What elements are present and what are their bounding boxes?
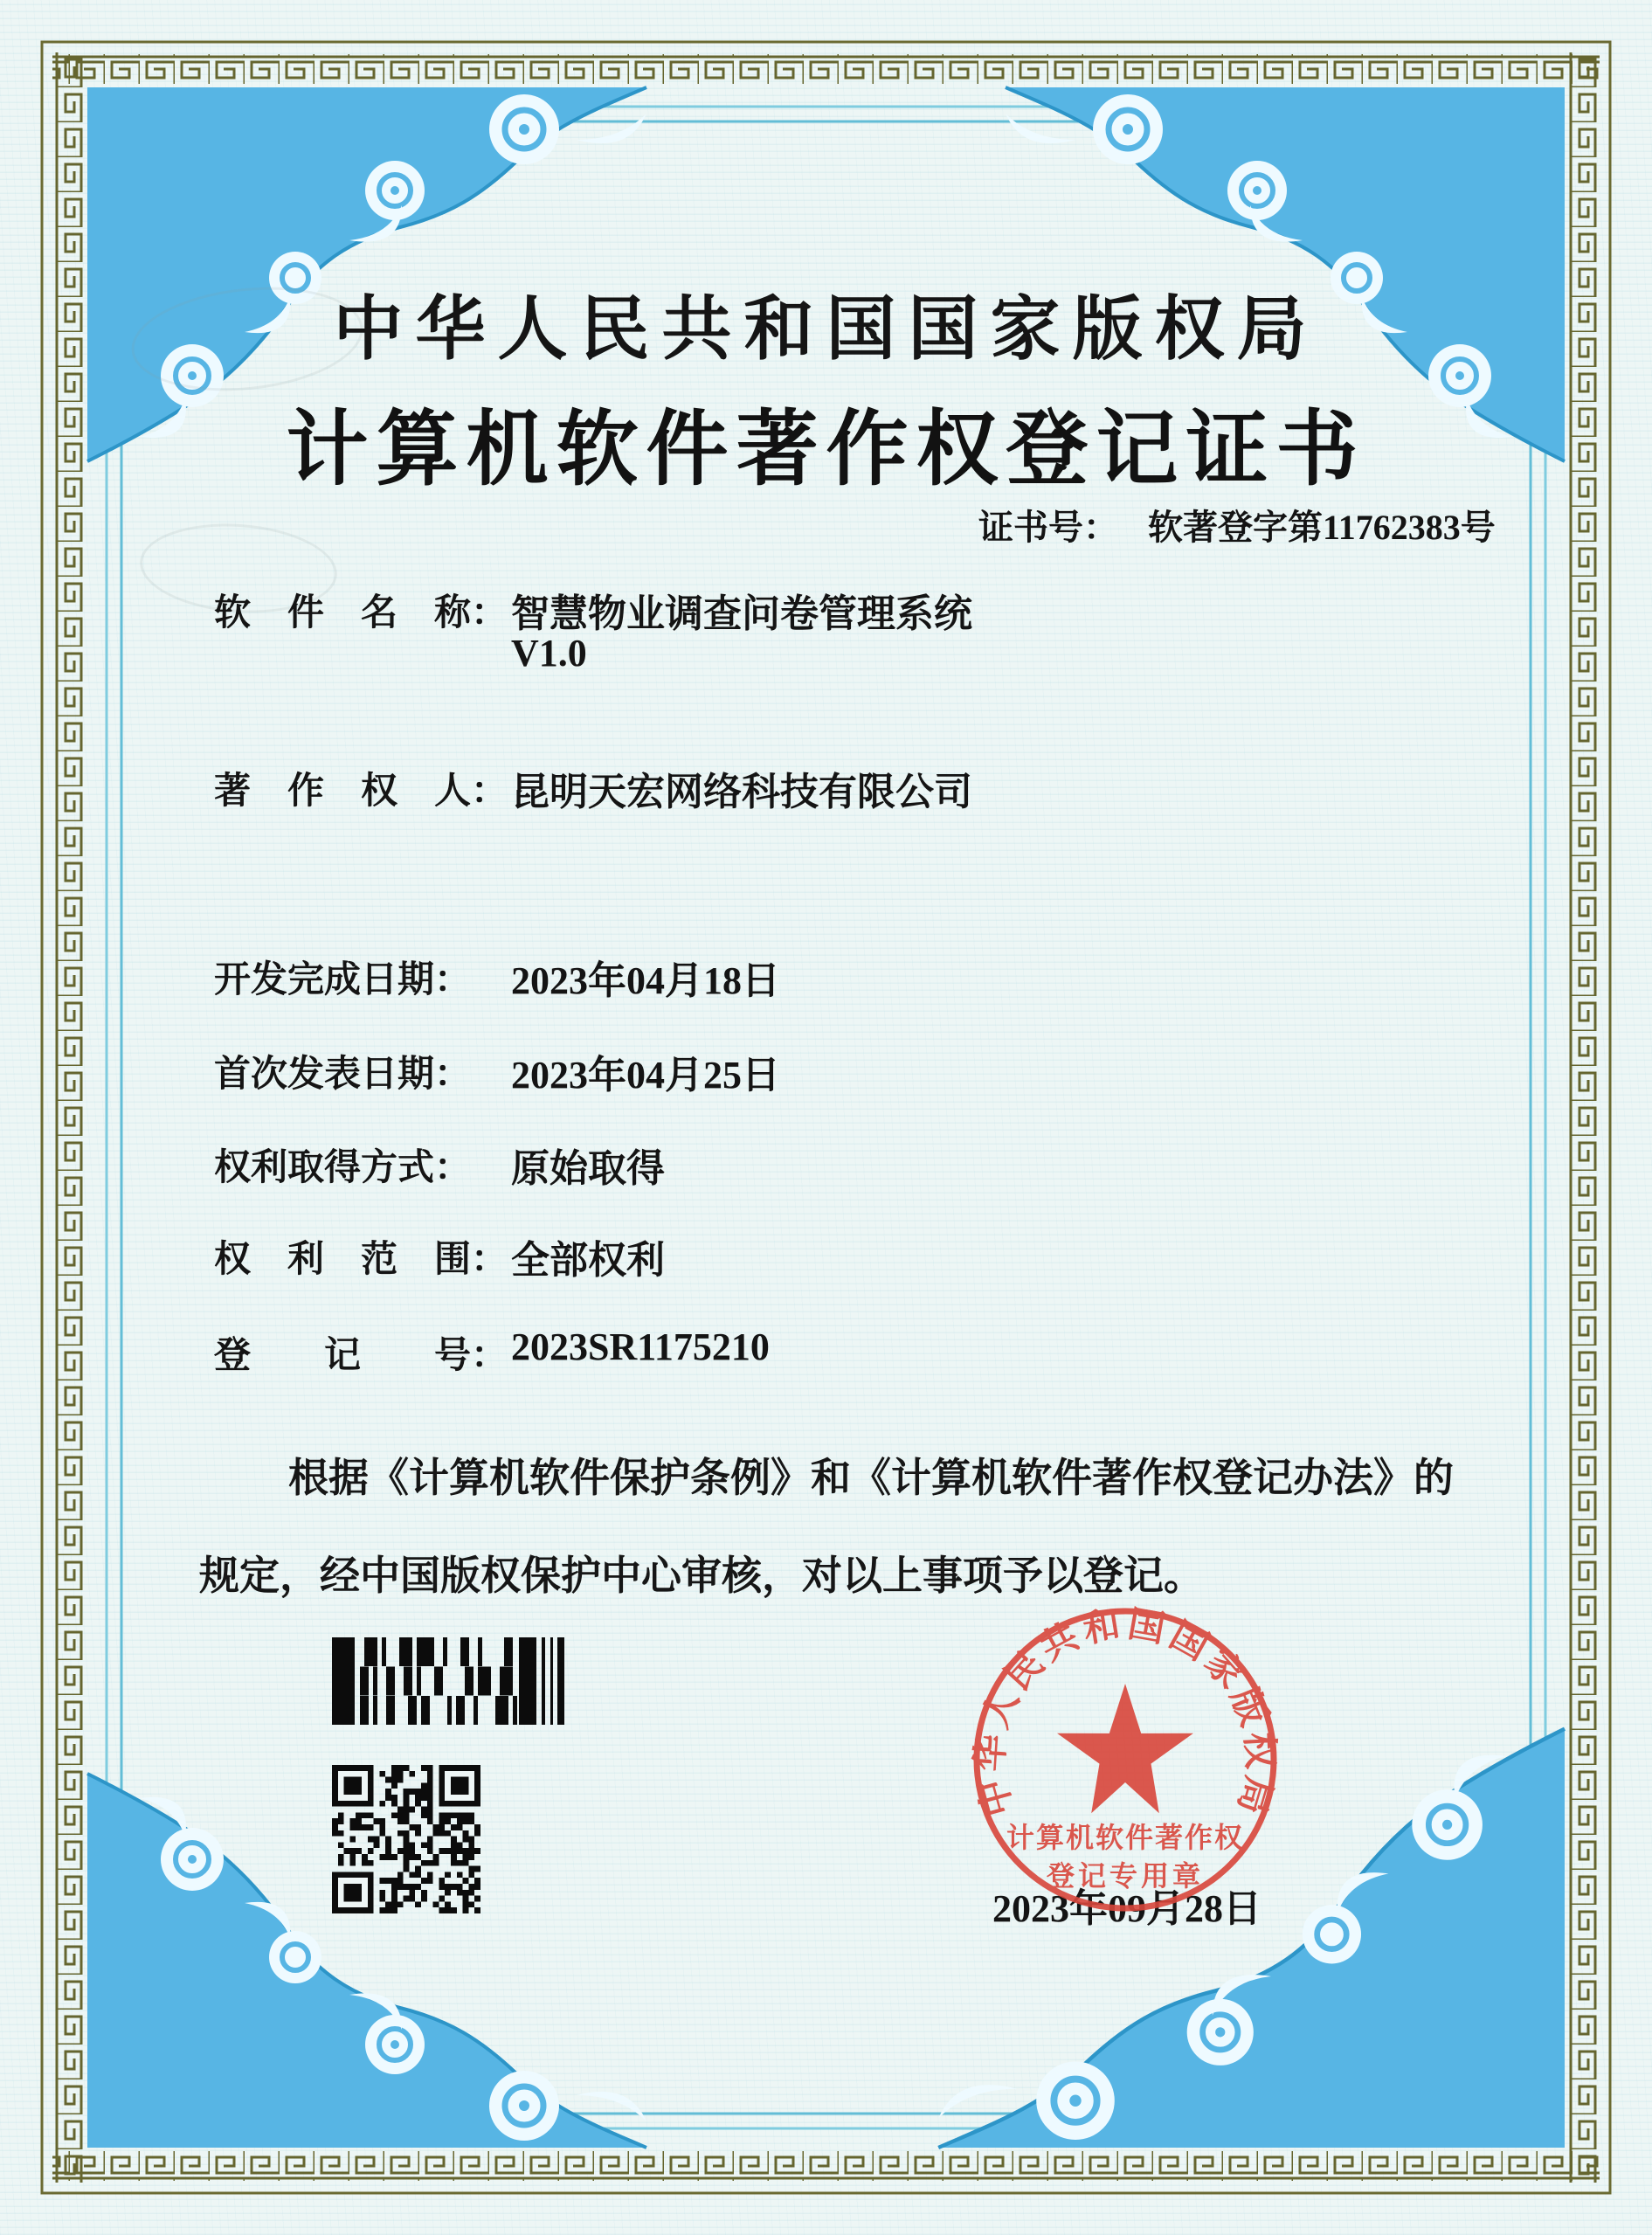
field-value: V1.0: [511, 632, 587, 675]
statement-line-2: 规定，经中国版权保护中心审核，对以上事项予以登记。: [199, 1553, 1204, 1598]
star-icon: [1057, 1684, 1193, 1813]
seal-inner-line-1: 计算机软件著作权: [1006, 1822, 1245, 1853]
statement-line-1: 根据《计算机软件保护条例》和《计算机软件著作权登记办法》的: [288, 1456, 1454, 1500]
certificate-number-label: 证书号：: [978, 508, 1118, 547]
field-value: 昆明天宏网络科技有限公司: [511, 771, 972, 813]
field-label: 权 利 范 围：: [214, 1240, 508, 1280]
seal-inner-line-2: 登记专用章: [1046, 1860, 1205, 1892]
field-label: 权利取得方式：: [214, 1148, 472, 1188]
field-value: 2023年04月18日: [511, 959, 780, 1002]
field-row-rights-scope: [214, 1230, 665, 1283]
field-row-first-publish-date: [214, 1045, 780, 1097]
certificate-title: 计算机软件著作权登记证书: [286, 405, 1366, 495]
field-row-dev-complete-date: [214, 951, 780, 1003]
field-value: 2023年04月25日: [511, 1054, 780, 1097]
field-value: 全部权利: [511, 1239, 665, 1282]
field-row-copyright-owner: [214, 762, 972, 814]
field-label: 首次发表日期：: [214, 1055, 472, 1095]
barcode: [332, 1637, 568, 1725]
field-label: 软 件 名 称：: [214, 593, 508, 633]
field-row-software-name: [214, 584, 972, 636]
official-seal: [950, 1585, 1300, 1934]
field-label: 开发完成日期：: [214, 960, 472, 1000]
field-value: 原始取得: [511, 1147, 665, 1190]
issue-date: 2023年09月28日: [992, 1887, 1261, 1930]
field-label: 登 记 号：: [214, 1336, 508, 1376]
field-row-registration-number: [214, 1325, 770, 1379]
field-value: 2023SR1175210: [511, 1325, 770, 1368]
certificate-number-value: 软著登字第11762383号: [1148, 508, 1496, 547]
field-label: 著 作 权 人：: [214, 772, 508, 812]
field-row-rights-acquisition: [214, 1138, 665, 1191]
qr-code: [332, 1765, 480, 1913]
seal-ring-text: 中华人民共和国国家版权局: [970, 1604, 1280, 1823]
field-value: 智慧物业调查问卷管理系统: [511, 592, 972, 635]
authority-title: 中华人民共和国国家版权局: [333, 292, 1319, 369]
